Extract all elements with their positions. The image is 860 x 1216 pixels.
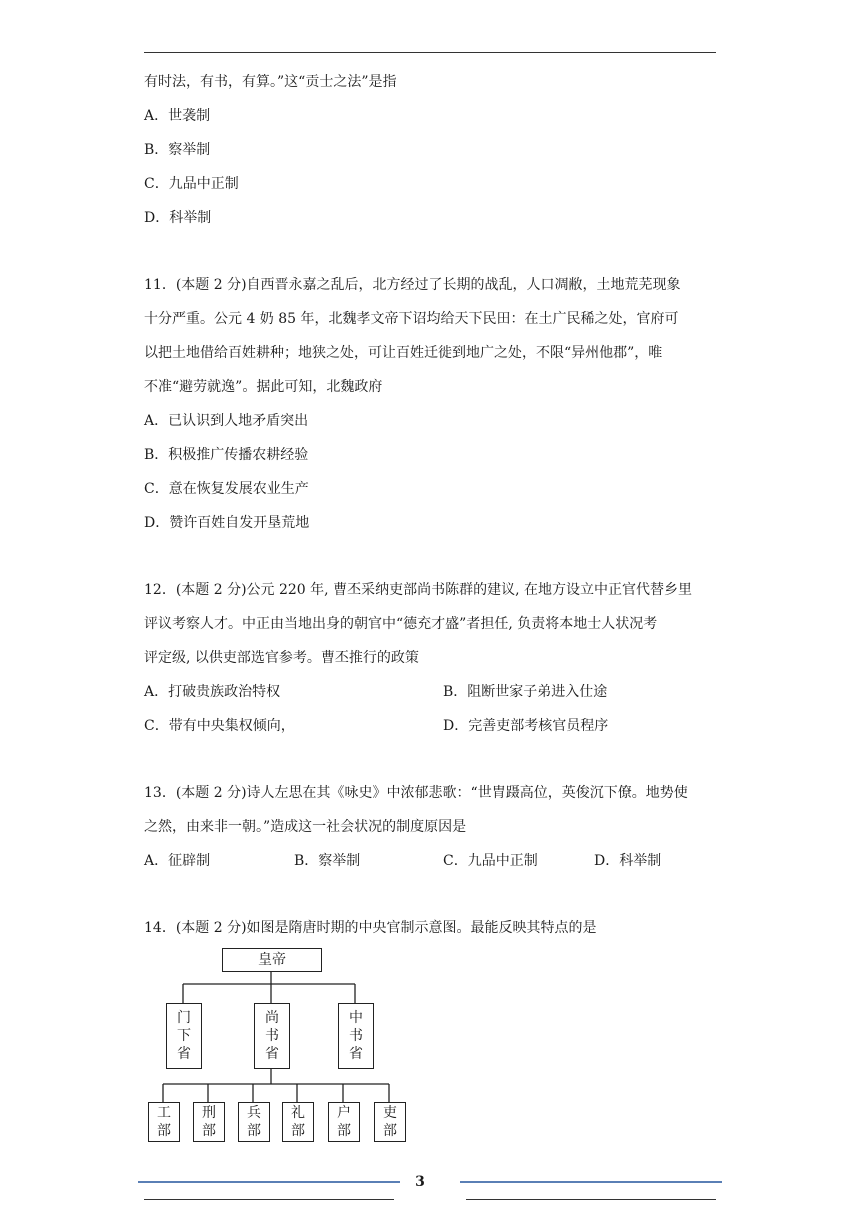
question-13-line-2: 之然，由来非一朝。”造成这一社会状况的制度原因是: [144, 819, 467, 835]
question-12-line-3: 评定级, 以供吏部选官参考。曹丕推行的政策: [144, 650, 419, 666]
page-number: 3: [415, 1174, 425, 1190]
emperor-box: 皇帝: [222, 948, 322, 972]
q11-option-d: D．赞许百姓自发开垦荒地: [144, 515, 310, 531]
xingbu-char-2: 部: [202, 1123, 216, 1139]
question-12-line-1: 12．(本题 2 分)公元 220 年, 曹丕采纳吏部尚书陈群的建议, 在地方设立中正官代替乡里: [144, 582, 692, 598]
footer-rule-left: [144, 1199, 394, 1200]
libu-personnel-char-2: 部: [383, 1123, 397, 1139]
central-government-diagram: [144, 945, 409, 1145]
libu-personnel-char-1: 吏: [383, 1105, 397, 1121]
q13-option-d: D．科举制: [594, 853, 662, 869]
zhongshu-sheng-box: [338, 1003, 374, 1069]
q10-option-b: B．察举制: [144, 142, 211, 158]
gongbu-char-1: 工: [157, 1105, 171, 1121]
menxia-char-1: 门: [177, 1010, 191, 1026]
shangshu-char-2: 书: [265, 1028, 279, 1044]
bingbu-char-2: 部: [247, 1123, 261, 1139]
q12-option-a: A．打破贵族政治特权: [144, 684, 281, 700]
footer-accent-left: [138, 1181, 400, 1183]
menxia-char-3: 省: [177, 1046, 191, 1062]
shangshu-char-3: 省: [265, 1046, 279, 1062]
zhongshu-char-2: 书: [349, 1028, 363, 1044]
q11-option-c: C．意在恢复发展农业生产: [144, 481, 309, 497]
question-11-line-3: 以把土地借给百姓耕种；地狭之处，可让百姓迁徙到地广之处，不限“异州他郡”，唯: [144, 345, 663, 361]
question-10-text-tail: 有时法，有书，有算。”这“贡士之法”是指: [144, 74, 397, 90]
footer-rule-right: [466, 1199, 716, 1200]
q10-option-d: D．科举制: [144, 210, 212, 226]
q10-option-a: A．世袭制: [144, 108, 211, 124]
q13-option-c: C．九品中正制: [443, 853, 538, 869]
xingbu-char-1: 刑: [202, 1105, 216, 1121]
libu-rites-box: [282, 1102, 314, 1142]
q12-option-d: D．完善吏部考核官员程序: [443, 718, 609, 734]
q12-option-b: B．阻断世家子弟进入仕途: [443, 684, 608, 700]
shangshu-char-1: 尚: [265, 1010, 279, 1026]
hubu-box: [328, 1102, 360, 1142]
q12-option-c: C．带有中央集权倾向，: [144, 718, 295, 734]
libu-rites-char-2: 部: [291, 1123, 305, 1139]
xingbu-box: [193, 1102, 225, 1142]
bingbu-char-1: 兵: [247, 1105, 261, 1121]
libu-personnel-box: [374, 1102, 406, 1142]
header-rule: [144, 52, 716, 53]
q11-option-b: B．积极推广传播农耕经验: [144, 447, 309, 463]
question-12-line-2: 评议考察人才。中正由当地出身的朝官中“德充才盛”者担任, 负责将本地士人状况考: [144, 616, 658, 632]
question-11-line-4: 不准“避劳就逸”。据此可知，北魏政府: [144, 379, 383, 395]
hubu-char-2: 部: [337, 1123, 351, 1139]
question-13-line-1: 13．(本题 2 分)诗人左思在其《咏史》中浓郁悲歌：“世胄蹑高位，英俊沉下僚。地势使: [144, 785, 688, 801]
zhongshu-char-1: 中: [349, 1010, 363, 1026]
footer-accent-right: [460, 1181, 722, 1183]
question-11-line-2: 十分严重。公元 4 奶 85 年，北魏孝文帝下诏均给天下民田：在土广民稀之处，官府可: [144, 311, 679, 327]
gongbu-box: [148, 1102, 180, 1142]
q13-option-b: B．察举制: [294, 853, 361, 869]
q11-option-a: A．已认识到人地矛盾突出: [144, 413, 309, 429]
q10-option-c: C．九品中正制: [144, 176, 239, 192]
gongbu-char-2: 部: [157, 1123, 171, 1139]
shangshu-sheng-box: [254, 1003, 290, 1069]
question-14-line-1: 14．(本题 2 分)如图是隋唐时期的中央官制示意图。最能反映其特点的是: [144, 920, 597, 936]
zhongshu-char-3: 省: [349, 1046, 363, 1062]
bingbu-box: [238, 1102, 270, 1142]
menxia-char-2: 下: [177, 1028, 191, 1044]
question-11-line-1: 11．(本题 2 分)自西晋永嘉之乱后，北方经过了长期的战乱，人口凋敝，土地荒芜现象: [144, 277, 681, 293]
menxia-sheng-box: [166, 1003, 202, 1069]
q13-option-a: A．征辟制: [144, 853, 211, 869]
libu-rites-char-1: 礼: [291, 1105, 305, 1121]
hubu-char-1: 户: [337, 1105, 351, 1121]
